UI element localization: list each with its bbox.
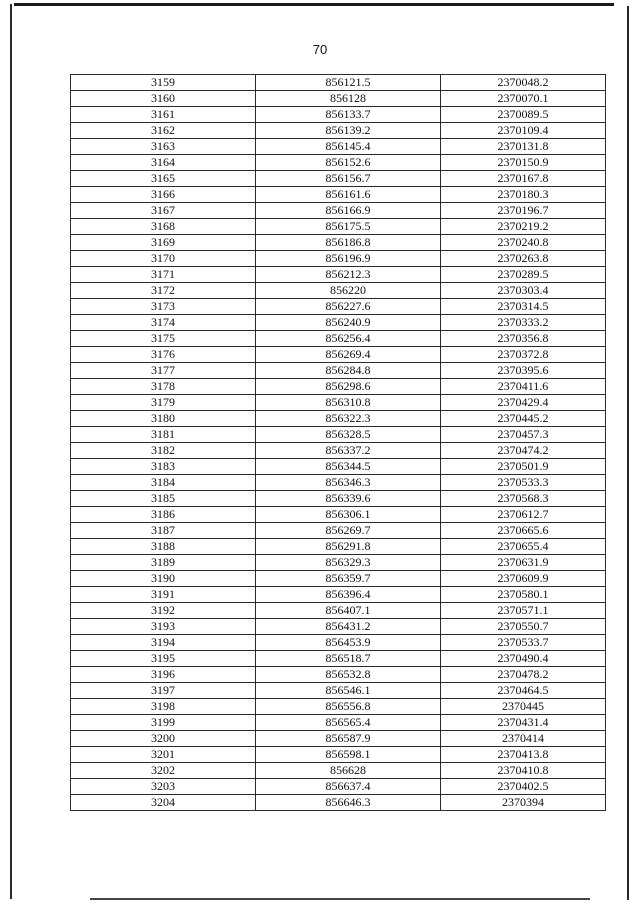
x-coordinate-cell: 856556.8: [256, 699, 441, 715]
point-number-cell: 3161: [71, 107, 256, 123]
table-row: [71, 747, 606, 763]
x-coordinate-cell: 856139.2: [256, 123, 441, 139]
y-coordinate-cell: 2370263.8: [441, 251, 606, 267]
table-row: [71, 427, 606, 443]
table-row: [71, 699, 606, 715]
point-number-cell: 3180: [71, 411, 256, 427]
x-coordinate-cell: 856240.9: [256, 315, 441, 331]
x-coordinate-cell: 856329.3: [256, 555, 441, 571]
point-number-cell: 3195: [71, 651, 256, 667]
y-coordinate-cell: 2370150.9: [441, 155, 606, 171]
coordinates-table: [70, 74, 606, 811]
x-coordinate-cell: 856298.6: [256, 379, 441, 395]
table-row: [71, 219, 606, 235]
x-coordinate-cell: 856346.3: [256, 475, 441, 491]
table-row: [71, 731, 606, 747]
table-row: [71, 571, 606, 587]
x-coordinate-cell: 856518.7: [256, 651, 441, 667]
point-number-cell: 3197: [71, 683, 256, 699]
table-row: [71, 587, 606, 603]
y-coordinate-cell: 2370490.4: [441, 651, 606, 667]
x-coordinate-cell: 856269.7: [256, 523, 441, 539]
x-coordinate-cell: 856322.3: [256, 411, 441, 427]
y-coordinate-cell: 2370571.1: [441, 603, 606, 619]
point-number-cell: 3202: [71, 763, 256, 779]
y-coordinate-cell: 2370070.1: [441, 91, 606, 107]
y-coordinate-cell: 2370413.8: [441, 747, 606, 763]
table-row: [71, 155, 606, 171]
point-number-cell: 3170: [71, 251, 256, 267]
table-row: [71, 123, 606, 139]
point-number-cell: 3193: [71, 619, 256, 635]
table-row: [71, 795, 606, 811]
x-coordinate-cell: 856133.7: [256, 107, 441, 123]
point-number-cell: 3178: [71, 379, 256, 395]
y-coordinate-cell: 2370240.8: [441, 235, 606, 251]
x-coordinate-cell: 856359.7: [256, 571, 441, 587]
x-coordinate-cell: 856628: [256, 763, 441, 779]
table-row: [71, 411, 606, 427]
point-number-cell: 3199: [71, 715, 256, 731]
y-coordinate-cell: 2370333.2: [441, 315, 606, 331]
x-coordinate-cell: 856546.1: [256, 683, 441, 699]
x-coordinate-cell: 856156.7: [256, 171, 441, 187]
y-coordinate-cell: 2370580.1: [441, 587, 606, 603]
table-row: [71, 347, 606, 363]
y-coordinate-cell: 2370395.6: [441, 363, 606, 379]
table-row: [71, 459, 606, 475]
table-row: [71, 235, 606, 251]
table-row: [71, 395, 606, 411]
y-coordinate-cell: 2370474.2: [441, 443, 606, 459]
x-coordinate-cell: 856453.9: [256, 635, 441, 651]
point-number-cell: 3169: [71, 235, 256, 251]
scan-edge-bottom: [90, 898, 590, 900]
table-row: [71, 555, 606, 571]
point-number-cell: 3203: [71, 779, 256, 795]
x-coordinate-cell: 856186.8: [256, 235, 441, 251]
y-coordinate-cell: 2370410.8: [441, 763, 606, 779]
table-row: [71, 171, 606, 187]
x-coordinate-cell: 856227.6: [256, 299, 441, 315]
x-coordinate-cell: 856196.9: [256, 251, 441, 267]
point-number-cell: 3165: [71, 171, 256, 187]
point-number-cell: 3160: [71, 91, 256, 107]
y-coordinate-cell: 2370631.9: [441, 555, 606, 571]
x-coordinate-cell: 856565.4: [256, 715, 441, 731]
x-coordinate-cell: 856166.9: [256, 203, 441, 219]
table-row: [71, 75, 606, 91]
point-number-cell: 3200: [71, 731, 256, 747]
table-row: [71, 363, 606, 379]
point-number-cell: 3192: [71, 603, 256, 619]
point-number-cell: 3173: [71, 299, 256, 315]
x-coordinate-cell: 856145.4: [256, 139, 441, 155]
coordinates-table-body: [71, 75, 606, 811]
x-coordinate-cell: 856328.5: [256, 427, 441, 443]
y-coordinate-cell: 2370196.7: [441, 203, 606, 219]
y-coordinate-cell: 2370533.3: [441, 475, 606, 491]
y-coordinate-cell: 2370665.6: [441, 523, 606, 539]
table-row: [71, 651, 606, 667]
table-row: [71, 91, 606, 107]
y-coordinate-cell: 2370501.9: [441, 459, 606, 475]
x-coordinate-cell: 856256.4: [256, 331, 441, 347]
y-coordinate-cell: 2370414: [441, 731, 606, 747]
table-row: [71, 315, 606, 331]
y-coordinate-cell: 2370655.4: [441, 539, 606, 555]
point-number-cell: 3194: [71, 635, 256, 651]
y-coordinate-cell: 2370356.8: [441, 331, 606, 347]
x-coordinate-cell: 856220: [256, 283, 441, 299]
point-number-cell: 3186: [71, 507, 256, 523]
x-coordinate-cell: 856337.2: [256, 443, 441, 459]
y-coordinate-cell: 2370303.4: [441, 283, 606, 299]
y-coordinate-cell: 2370457.3: [441, 427, 606, 443]
table-row: [71, 203, 606, 219]
scan-edge-left: [10, 4, 12, 899]
x-coordinate-cell: 856175.5: [256, 219, 441, 235]
y-coordinate-cell: 2370048.2: [441, 75, 606, 91]
x-coordinate-cell: 856152.6: [256, 155, 441, 171]
point-number-cell: 3162: [71, 123, 256, 139]
y-coordinate-cell: 2370180.3: [441, 187, 606, 203]
table-row: [71, 667, 606, 683]
point-number-cell: 3204: [71, 795, 256, 811]
point-number-cell: 3187: [71, 523, 256, 539]
y-coordinate-cell: 2370411.6: [441, 379, 606, 395]
table-row: [71, 107, 606, 123]
y-coordinate-cell: 2370131.8: [441, 139, 606, 155]
table-row: [71, 299, 606, 315]
x-coordinate-cell: 856310.8: [256, 395, 441, 411]
table-row: [71, 779, 606, 795]
table-row: [71, 507, 606, 523]
point-number-cell: 3174: [71, 315, 256, 331]
point-number-cell: 3179: [71, 395, 256, 411]
y-coordinate-cell: 2370429.4: [441, 395, 606, 411]
y-coordinate-cell: 2370394: [441, 795, 606, 811]
table-row: [71, 251, 606, 267]
y-coordinate-cell: 2370314.5: [441, 299, 606, 315]
x-coordinate-cell: 856532.8: [256, 667, 441, 683]
point-number-cell: 3159: [71, 75, 256, 91]
table-row: [71, 619, 606, 635]
point-number-cell: 3183: [71, 459, 256, 475]
y-coordinate-cell: 2370464.5: [441, 683, 606, 699]
point-number-cell: 3176: [71, 347, 256, 363]
table-row: [71, 635, 606, 651]
y-coordinate-cell: 2370445.2: [441, 411, 606, 427]
table-row: [71, 379, 606, 395]
y-coordinate-cell: 2370568.3: [441, 491, 606, 507]
x-coordinate-cell: 856212.3: [256, 267, 441, 283]
point-number-cell: 3171: [71, 267, 256, 283]
table-row: [71, 267, 606, 283]
point-number-cell: 3188: [71, 539, 256, 555]
x-coordinate-cell: 856407.1: [256, 603, 441, 619]
x-coordinate-cell: 856291.8: [256, 539, 441, 555]
y-coordinate-cell: 2370431.4: [441, 715, 606, 731]
y-coordinate-cell: 2370219.2: [441, 219, 606, 235]
x-coordinate-cell: 856128: [256, 91, 441, 107]
point-number-cell: 3163: [71, 139, 256, 155]
table-row: [71, 475, 606, 491]
point-number-cell: 3164: [71, 155, 256, 171]
x-coordinate-cell: 856646.3: [256, 795, 441, 811]
point-number-cell: 3182: [71, 443, 256, 459]
x-coordinate-cell: 856396.4: [256, 587, 441, 603]
y-coordinate-cell: 2370550.7: [441, 619, 606, 635]
table-row: [71, 139, 606, 155]
y-coordinate-cell: 2370402.5: [441, 779, 606, 795]
scan-edge-right: [627, 6, 629, 900]
point-number-cell: 3166: [71, 187, 256, 203]
point-number-cell: 3185: [71, 491, 256, 507]
x-coordinate-cell: 856637.4: [256, 779, 441, 795]
table-row: [71, 523, 606, 539]
table-row: [71, 683, 606, 699]
y-coordinate-cell: 2370289.5: [441, 267, 606, 283]
point-number-cell: 3198: [71, 699, 256, 715]
point-number-cell: 3177: [71, 363, 256, 379]
point-number-cell: 3172: [71, 283, 256, 299]
x-coordinate-cell: 856339.6: [256, 491, 441, 507]
table-row: [71, 283, 606, 299]
table-row: [71, 603, 606, 619]
point-number-cell: 3181: [71, 427, 256, 443]
point-number-cell: 3201: [71, 747, 256, 763]
page-number: 70: [312, 42, 328, 57]
x-coordinate-cell: 856598.1: [256, 747, 441, 763]
point-number-cell: 3184: [71, 475, 256, 491]
y-coordinate-cell: 2370533.7: [441, 635, 606, 651]
x-coordinate-cell: 856431.2: [256, 619, 441, 635]
y-coordinate-cell: 2370609.9: [441, 571, 606, 587]
x-coordinate-cell: 856269.4: [256, 347, 441, 363]
x-coordinate-cell: 856344.5: [256, 459, 441, 475]
table-row: [71, 715, 606, 731]
x-coordinate-cell: 856306.1: [256, 507, 441, 523]
table-row: [71, 331, 606, 347]
y-coordinate-cell: 2370372.8: [441, 347, 606, 363]
y-coordinate-cell: 2370109.4: [441, 123, 606, 139]
point-number-cell: 3189: [71, 555, 256, 571]
table-row: [71, 491, 606, 507]
point-number-cell: 3168: [71, 219, 256, 235]
y-coordinate-cell: 2370478.2: [441, 667, 606, 683]
scan-edge-top: [14, 3, 614, 6]
point-number-cell: 3196: [71, 667, 256, 683]
table-row: [71, 539, 606, 555]
x-coordinate-cell: 856121.5: [256, 75, 441, 91]
point-number-cell: 3175: [71, 331, 256, 347]
point-number-cell: 3191: [71, 587, 256, 603]
y-coordinate-cell: 2370612.7: [441, 507, 606, 523]
point-number-cell: 3190: [71, 571, 256, 587]
table-row: [71, 443, 606, 459]
table-row: [71, 187, 606, 203]
y-coordinate-cell: 2370445: [441, 699, 606, 715]
y-coordinate-cell: 2370167.8: [441, 171, 606, 187]
x-coordinate-cell: 856587.9: [256, 731, 441, 747]
y-coordinate-cell: 2370089.5: [441, 107, 606, 123]
x-coordinate-cell: 856284.8: [256, 363, 441, 379]
table-row: [71, 763, 606, 779]
point-number-cell: 3167: [71, 203, 256, 219]
x-coordinate-cell: 856161.6: [256, 187, 441, 203]
